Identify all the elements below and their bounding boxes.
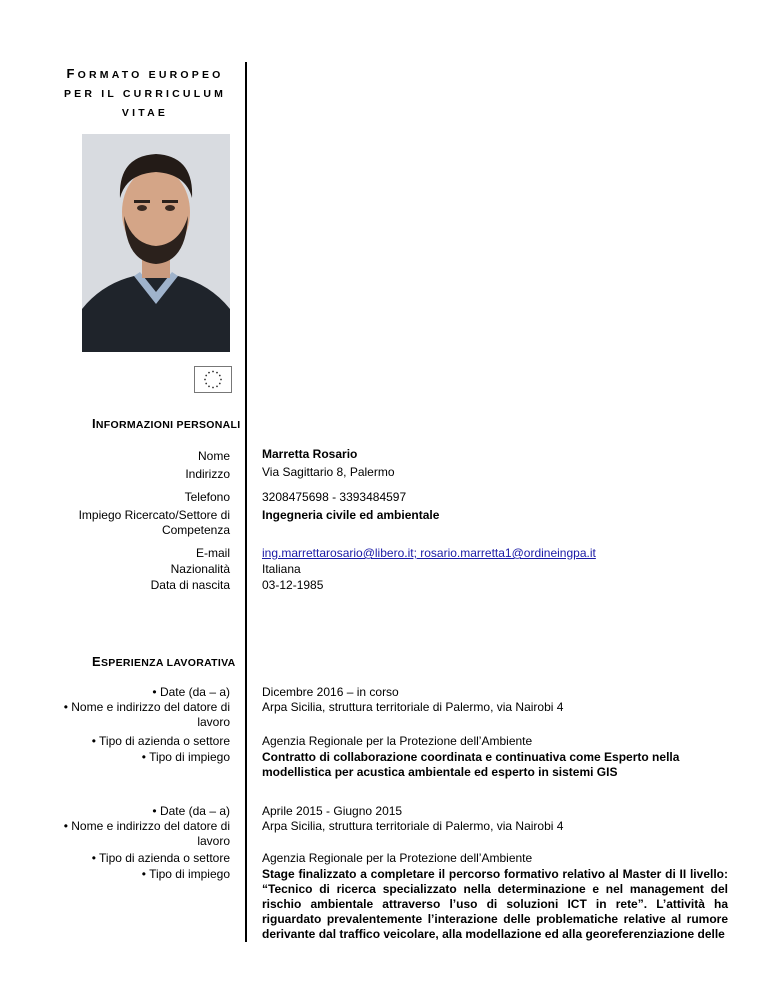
value-employer-2: Arpa Sicilia, struttura territoriale di Palermo, via Nairobi 4 (262, 819, 564, 833)
portrait-illustration (82, 134, 230, 352)
label-job-2: • Tipo di impiego (141, 867, 230, 881)
value-nome: Marretta Rosario (262, 447, 358, 461)
title-line-3: VITAE (121, 107, 169, 119)
value-job-1: Contratto di collaborazione coordinata e continuativa come Esperto nella modellistica per acustica ambientale ed esperto in sistemi GIS (262, 750, 680, 779)
label-date-2: • Date (da – a) (152, 804, 230, 818)
email-link[interactable]: ing.marrettarosario@libero.it; rosario.marretta1@ordineingpa.it (262, 546, 596, 560)
value-sector-2: Agenzia Regionale per la Protezione dell’Ambiente (262, 851, 533, 865)
column-divider (245, 62, 247, 942)
label-sector-2: • Tipo di azienda o settore (91, 851, 230, 865)
label-job-1: • Tipo di impiego (141, 750, 230, 764)
label-email: E-mail (195, 546, 230, 560)
label-impiego-line2: Competenza (161, 523, 230, 537)
label-nazionalita: Nazionalità (170, 562, 230, 576)
label-employer-2-line1: • Nome e indirizzo del datore di (63, 819, 230, 833)
value-job-2: Stage finalizzato a completare il percorso formativo relativo al Master di II livello: “Tecnico di ricerca specializzato nella determinazione e nel management del rischio ambientale attraverso l’uso di soluzioni ICT in rete”. L’attività ha riguardato prevalentemente l’interazione delle problematiche relative al rumore derivante dal traffico veicolare, alla modellazione ed alla georeferenziazione delle (262, 867, 728, 941)
label-telefono: Telefono (184, 490, 230, 504)
label-indirizzo: Indirizzo (185, 467, 230, 481)
section-title-personal: INFORMAZIONI PERSONALI (92, 416, 241, 431)
title-line-1: FORMATO EUROPEO (66, 66, 224, 81)
label-sector-1: • Tipo di azienda o settore (91, 734, 230, 748)
value-nascita: 03-12-1985 (262, 578, 324, 592)
value-indirizzo: Via Sagittario 8, Palermo (262, 465, 395, 479)
value-sector-1: Agenzia Regionale per la Protezione dell’Ambiente (262, 734, 533, 748)
eu-flag-icon (194, 366, 232, 393)
label-employer-2-line2: lavoro (197, 834, 230, 848)
value-date-2: Aprile 2015 - Giugno 2015 (262, 804, 403, 818)
title-line-2: PER IL CURRICULUM (63, 88, 227, 100)
value-telefono: 3208475698 - 3393484597 (262, 490, 407, 504)
label-nascita: Data di nascita (150, 578, 230, 592)
value-employer-1: Arpa Sicilia, struttura territoriale di Palermo, via Nairobi 4 (262, 700, 564, 714)
label-employer-1-line1: • Nome e indirizzo del datore di (63, 700, 230, 714)
value-nazionalita: Italiana (262, 562, 301, 576)
value-impiego: Ingegneria civile ed ambientale (262, 508, 440, 522)
value-date-1: Dicembre 2016 – in corso (262, 685, 399, 699)
profile-photo (82, 134, 230, 352)
cv-title (60, 64, 230, 123)
label-employer-1-line2: lavoro (197, 715, 230, 729)
section-title-experience: ESPERIENZA LAVORATIVA (92, 654, 236, 669)
label-date-1: • Date (da – a) (152, 685, 230, 699)
label-nome: Nome (197, 449, 230, 463)
label-impiego-line1: Impiego Ricercato/Settore di (78, 508, 230, 522)
